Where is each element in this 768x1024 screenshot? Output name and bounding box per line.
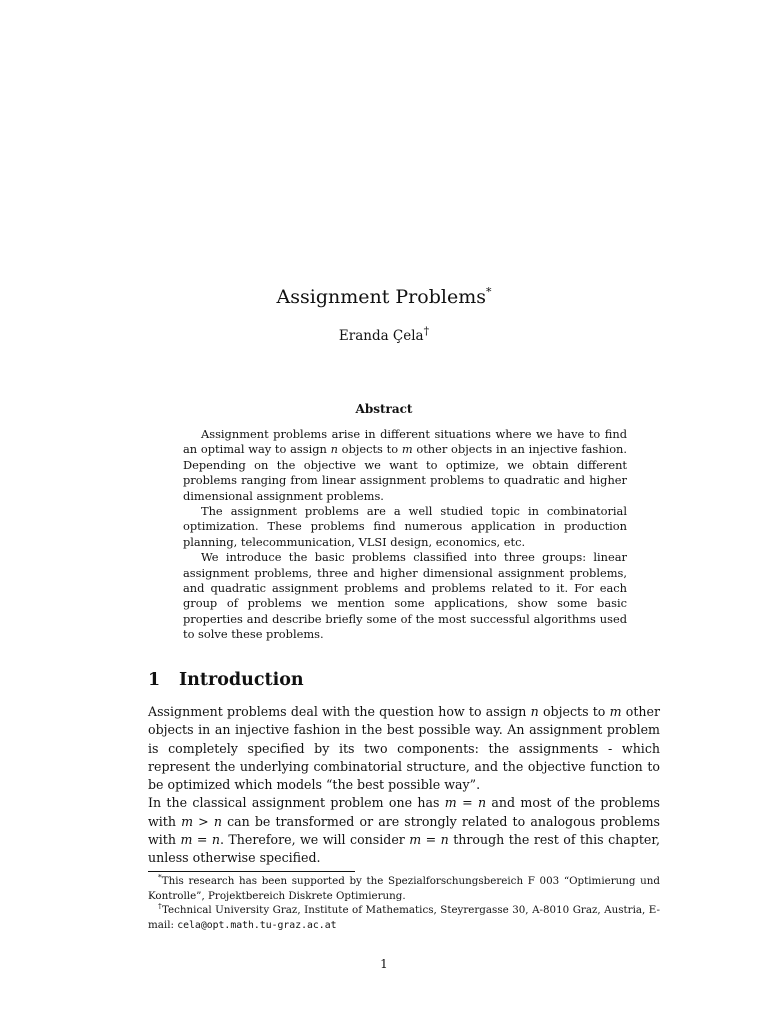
text-run: . Therefore, we will consider [219, 832, 410, 848]
abstract-paragraph: The assignment problems are a well studied topic in combinatorial optimization. These problems find numerous application in production planning, telecommunication, VLSI design, economics, etc. [183, 504, 627, 549]
text-run: In the classical assignment problem one has [148, 795, 445, 811]
text-run: objects to [337, 442, 402, 457]
email-address: cela@opt.math.tu-graz.ac.at [177, 919, 337, 931]
abstract-heading: Abstract [355, 402, 413, 416]
text-run: objects to [538, 704, 610, 719]
page-number: 1 [380, 957, 388, 971]
footnotes [148, 874, 660, 933]
footnote-mark: † [158, 901, 162, 911]
math-expression: m = n [180, 832, 220, 848]
text-run: Assignment problems deal with the question how to assign [148, 704, 531, 719]
math-variable: n [330, 442, 338, 457]
footnote-mark: * [158, 872, 162, 882]
text-run: can be transformed or are strongly related to analogous problems with [148, 813, 661, 848]
abstract-paragraph [183, 427, 627, 504]
text-run: through the rest of this chapter, unless otherwise specified. [148, 832, 660, 866]
introduction-body [148, 703, 660, 868]
text-run: other objects in an injective fashion in the best possible way. An assignment problem is completely specified by its two components: the assignments - which represent the underlying combinatorial structure, and the objective function to be optimized which models “the best possible way”. [148, 704, 661, 793]
math-expression: m > n [181, 813, 222, 829]
section-number: 1 [148, 670, 161, 690]
math-variable: m [609, 704, 622, 719]
author-name: Eranda Çela [338, 328, 424, 344]
math-variable: n [530, 704, 539, 719]
section-title: Introduction [179, 670, 304, 690]
title-footnote-mark: * [485, 285, 492, 299]
body-paragraph [148, 794, 660, 867]
math-expression: m = n [444, 795, 487, 811]
text-run: other objects in an injective fashion. Depending on the objective we want to optimize, we obtain different problems ranging from linear assignment problems to quadratic and higher dimensional assignment problems. [183, 442, 628, 503]
footnote-funding [148, 874, 660, 903]
body-paragraph [148, 703, 660, 794]
title-text: Assignment Problems [276, 286, 486, 308]
footnote-affiliation [148, 903, 660, 933]
footnote-text: This research has been supported by the Spezialforschungsbereich F 003 “Optimierung und Kontrolle”, Projektbereich Diskrete Optimierung. [148, 875, 660, 902]
math-expression: m = n [409, 832, 449, 848]
author-line [0, 326, 768, 346]
text-run: and most of the problems with [148, 795, 660, 829]
footnote-rule [148, 871, 355, 872]
math-variable: m [401, 442, 413, 457]
abstract-body [183, 427, 627, 643]
abstract-paragraph: We introduce the basic problems classified into three groups: linear assignment problems, three and higher dimensional assignment problems, and quadratic assignment problems and problems related to it. For each group of problems we mention some applications, show some basic properties and describe briefly some of the most successful algorithms used to solve these problems. [183, 550, 627, 642]
section-heading [148, 668, 304, 692]
paper-title [0, 284, 768, 310]
text-run: Assignment problems arise in different situations where we have to find an optimal way to assign [183, 427, 627, 457]
author-footnote-mark: † [423, 324, 430, 338]
footnote-text: Technical University Graz, Institute of Mathematics, Steyrergasse 30, A-8010 Graz, Austria, E-mail: [148, 904, 660, 931]
